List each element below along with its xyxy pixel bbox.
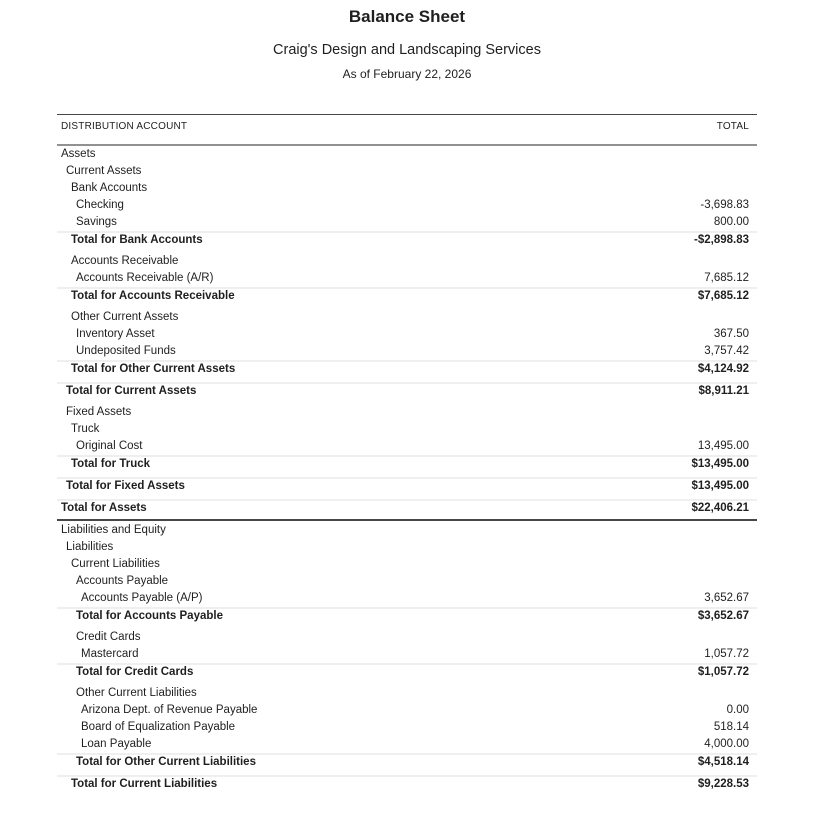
account-label: Liabilities and Equity: [61, 524, 166, 536]
table-row: [57, 573, 757, 590]
column-header-distribution-account: DISTRIBUTION ACCOUNT: [61, 121, 188, 132]
table-body: [57, 146, 757, 792]
table-row: [57, 539, 757, 556]
account-label: Total for Assets: [61, 502, 147, 514]
account-label: Bank Accounts: [71, 182, 148, 194]
amount-value: 518.14: [713, 721, 749, 733]
account-label: Arizona Dept. of Revenue Payable: [81, 704, 258, 716]
account-label: Accounts Receivable: [71, 255, 179, 267]
amount-value: $1,057.72: [697, 666, 749, 678]
account-label: Total for Truck: [71, 458, 151, 470]
total-row: [57, 663, 757, 680]
table-row: [57, 214, 757, 231]
account-label: Total for Credit Cards: [76, 666, 194, 678]
table-row: [57, 522, 757, 539]
total-row: [57, 499, 757, 516]
table-row: [57, 629, 757, 646]
total-row: [57, 231, 757, 248]
report-date: As of February 22, 2026: [342, 67, 472, 81]
table-row: [57, 685, 757, 702]
amount-value: 1,057.72: [704, 648, 749, 660]
table-row: [57, 309, 757, 326]
table-row: [57, 197, 757, 214]
amount-value: $3,652.67: [697, 610, 749, 622]
amount-value: 3,652.67: [704, 592, 749, 604]
table-row: [57, 438, 757, 455]
amount-value: $13,495.00: [691, 480, 749, 492]
column-header-total: TOTAL: [716, 121, 749, 132]
table-row: [57, 146, 757, 163]
table-row: [57, 556, 757, 573]
account-label: Board of Equalization Payable: [81, 721, 236, 733]
amount-value: $8,911.21: [698, 385, 749, 397]
amount-value: 4,000.00: [704, 738, 749, 750]
table-row: [57, 702, 757, 719]
total-row: [57, 753, 757, 770]
account-label: Accounts Receivable (A/R): [76, 272, 214, 284]
account-label: Total for Current Liabilities: [71, 778, 218, 790]
total-row: [57, 775, 757, 792]
amount-value: 367.50: [713, 328, 749, 340]
table-row: [57, 163, 757, 180]
table-row: [57, 421, 757, 438]
table-header-row: [57, 114, 757, 146]
account-label: Checking: [76, 199, 124, 211]
amount-value: 13,495.00: [697, 440, 749, 452]
account-label: Total for Accounts Payable: [76, 610, 223, 622]
account-label: Total for Accounts Receivable: [71, 290, 235, 302]
account-label: Current Liabilities: [71, 558, 160, 570]
table-row: [57, 719, 757, 736]
total-row: [57, 360, 757, 377]
amount-value: $4,518.14: [697, 756, 749, 768]
amount-value: 800.00: [713, 216, 749, 228]
table-row: [57, 590, 757, 607]
amount-value: $7,685.12: [697, 290, 749, 302]
table-row: [57, 646, 757, 663]
account-label: Total for Current Assets: [66, 385, 197, 397]
account-label: Undeposited Funds: [76, 345, 176, 357]
total-row: [57, 607, 757, 624]
amount-value: $9,228.53: [697, 778, 749, 790]
amount-value: 3,757.42: [704, 345, 749, 357]
report-table: [57, 114, 757, 792]
table-row: [57, 270, 757, 287]
account-label: Other Current Assets: [71, 311, 179, 323]
amount-value: 7,685.12: [704, 272, 749, 284]
table-row: [57, 404, 757, 421]
account-label: Current Assets: [66, 165, 142, 177]
table-row: [57, 326, 757, 343]
account-label: Total for Other Current Liabilities: [76, 756, 256, 768]
amount-value: $13,495.00: [691, 458, 749, 470]
account-label: Assets: [61, 148, 96, 160]
table-row: [57, 736, 757, 753]
total-row: [57, 477, 757, 494]
account-label: Loan Payable: [81, 738, 152, 750]
amount-value: -3,698.83: [700, 199, 749, 211]
account-label: Original Cost: [76, 440, 143, 452]
table-row: [57, 343, 757, 360]
section-divider: [57, 519, 757, 521]
total-row: [57, 455, 757, 472]
account-label: Liabilities: [66, 541, 114, 553]
company-name: Craig's Design and Landscaping Services: [273, 42, 541, 58]
account-label: Total for Other Current Assets: [71, 363, 236, 375]
table-row: [57, 180, 757, 197]
amount-value: $4,124.92: [697, 363, 749, 375]
account-label: Credit Cards: [76, 631, 141, 643]
account-label: Accounts Payable: [76, 575, 169, 587]
account-label: Mastercard: [81, 648, 139, 660]
account-label: Other Current Liabilities: [76, 687, 197, 699]
account-label: Inventory Asset: [76, 328, 155, 340]
total-row: [57, 382, 757, 399]
report-title: Balance Sheet: [348, 7, 466, 26]
total-row: [57, 287, 757, 304]
amount-value: -$2,898.83: [694, 234, 749, 246]
report-header: [0, 0, 814, 81]
account-label: Total for Fixed Assets: [66, 480, 185, 492]
account-label: Accounts Payable (A/P): [81, 592, 203, 604]
amount-value: $22,406.21: [691, 502, 749, 514]
account-label: Total for Bank Accounts: [71, 234, 203, 246]
table-row: [57, 253, 757, 270]
account-label: Savings: [76, 216, 117, 228]
amount-value: 0.00: [726, 704, 749, 716]
account-label: Truck: [71, 423, 100, 435]
account-label: Fixed Assets: [66, 406, 132, 418]
